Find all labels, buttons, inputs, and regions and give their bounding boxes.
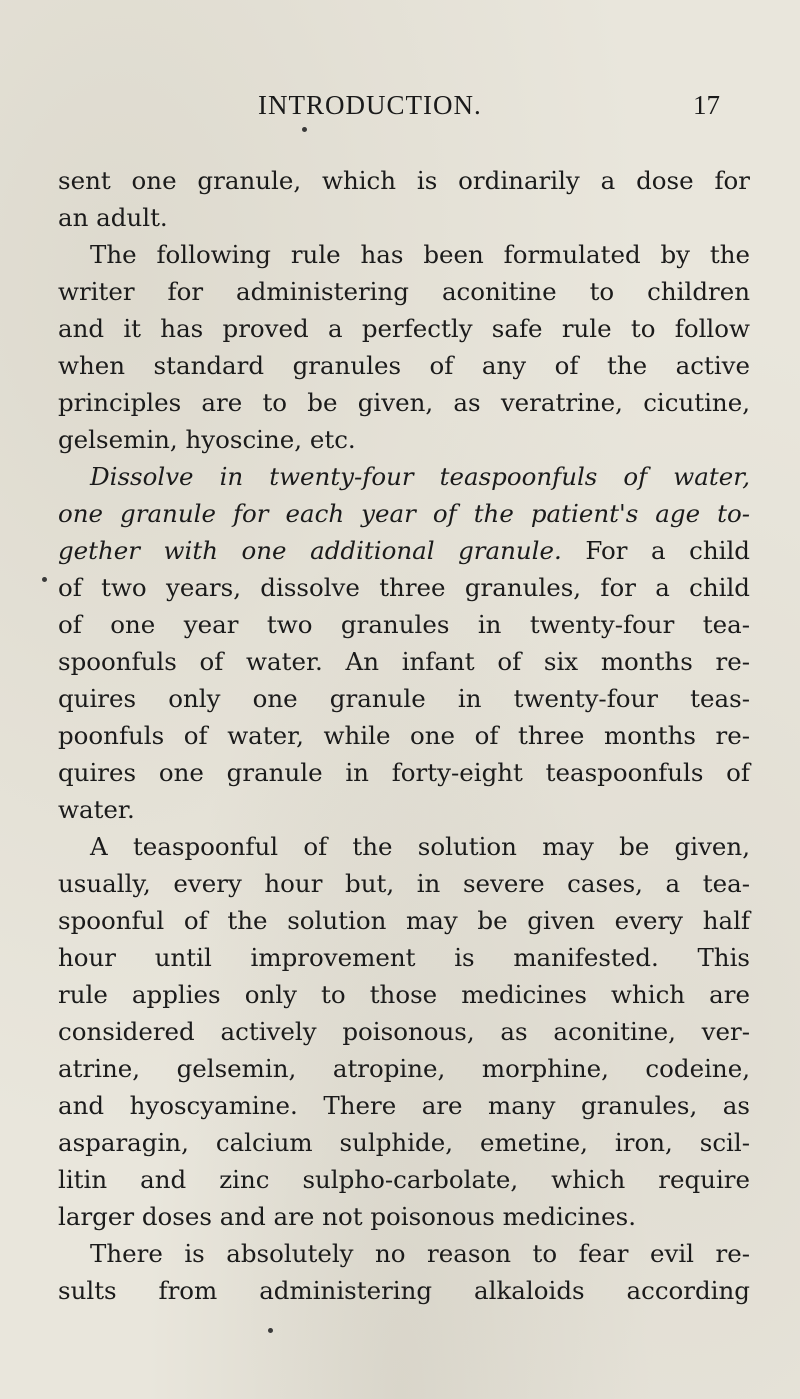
text-line: There is absolutely no reason to fear evil re- xyxy=(90,1239,750,1268)
text-line: and hyoscyamine. There are many granules, as xyxy=(58,1091,750,1120)
text-line: considered actively poisonous, as aconitine, ver- xyxy=(58,1017,750,1046)
running-head-title: INTRODUCTION. xyxy=(258,90,482,120)
text-line-mixed xyxy=(58,532,750,569)
text-line: usually, every hour but, in severe cases, a tea- xyxy=(58,869,750,898)
text-line: of two years, dissolve three granules, for a child xyxy=(58,573,750,602)
text-line: an adult. xyxy=(58,203,168,232)
ink-speck xyxy=(268,1328,273,1333)
text-line-italic: Dissolve in twenty-four teaspoonfuls of water, xyxy=(90,462,750,491)
text-line: writer for administering aconitine to children xyxy=(58,277,750,306)
text-line: quires only one granule in twenty-four teas- xyxy=(58,684,750,713)
ink-speck xyxy=(302,127,307,132)
text-line: spoonfuls of water. An infant of six months re- xyxy=(58,647,750,676)
text-line: larger doses and are not poisonous medicines. xyxy=(58,1202,637,1231)
text-line: poonfuls of water, while one of three months re- xyxy=(58,721,750,750)
text-line: when standard granules of any of the active xyxy=(58,351,750,380)
text-line: atrine, gelsemin, atropine, morphine, codeine, xyxy=(58,1054,750,1083)
text-line: sent one granule, which is ordinarily a dose for xyxy=(58,166,750,195)
text-line: spoonful of the solution may be given every half xyxy=(58,906,750,935)
text-line: sults from administering alkaloids according xyxy=(58,1276,750,1305)
italic-phrase: gether with one additional granule. xyxy=(58,536,562,565)
body-text xyxy=(58,162,750,1309)
text-line: rule applies only to those medicines which are xyxy=(58,980,750,1009)
text-line: and it has proved a perfectly safe rule to follow xyxy=(58,314,750,343)
page-number: 17 xyxy=(693,90,720,120)
text-line-italic: one granule for each year of the patient's age to- xyxy=(58,499,750,528)
text-line: quires one granule in forty-eight teaspoonfuls of xyxy=(58,758,750,787)
text-line: The following rule has been formulated by the xyxy=(90,240,750,269)
text-line: asparagin, calcium sulphide, emetine, iron, scil- xyxy=(58,1128,750,1157)
ink-speck xyxy=(42,577,47,582)
text-line: A teaspoonful of the solution may be given, xyxy=(90,832,750,861)
text-line: of one year two granules in twenty-four tea- xyxy=(58,610,750,639)
text-line: litin and zinc sulpho-carbolate, which require xyxy=(58,1165,750,1194)
roman-phrase: For a child xyxy=(585,536,750,565)
text-line: water. xyxy=(58,795,135,824)
text-line: hour until improvement is manifested. This xyxy=(58,943,750,972)
text-line: principles are to be given, as veratrine, cicutine, xyxy=(58,388,750,417)
text-line: gelsemin, hyoscine, etc. xyxy=(58,425,356,454)
